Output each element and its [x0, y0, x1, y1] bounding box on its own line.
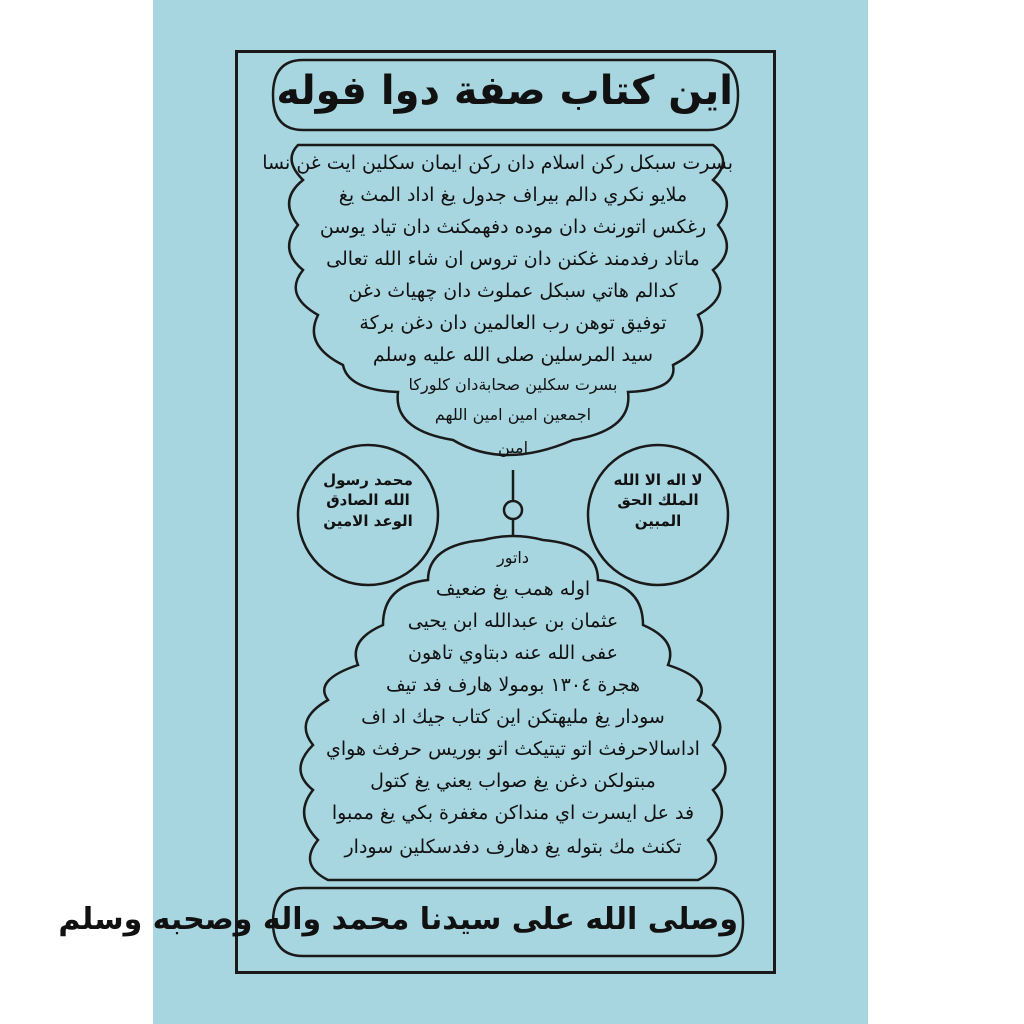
text-line: ماتاد رفدمند غكنن دان تروس ان شاء الله تعالى — [326, 248, 700, 270]
book-cover — [58, 0, 868, 1024]
text-line: عفى الله عنه دبتاوي تاهون — [408, 642, 618, 664]
cover-title: اين كتاب صفة دوا فوله — [276, 68, 733, 114]
text-line: امين — [497, 438, 529, 457]
text-line: مبتولكن دغن يغ صواب يعني يغ كتول — [370, 770, 656, 792]
text-line: هجرة ١٣٠٤ بومولا هارف فد تيف — [385, 674, 641, 696]
text-line: تكنث مك بتوله يغ دهارف دفدسكلين سودار — [344, 836, 682, 858]
text-line: توفيق توهن رب العالمين دان دغن بركة — [359, 312, 667, 334]
text-line: ملايو نكري دالم بيراف جدول يغ اداد المث يغ — [338, 184, 688, 206]
text-line: كدالم هاتي سبكل عملوث دان چهياث دغن — [348, 280, 678, 302]
text-line: بسرت سكلين صحابةدان كلوركا — [408, 375, 618, 394]
text-line: عثمان بن عبدالله ابن يحيى — [407, 610, 619, 632]
text-line: اوله همب يغ ضعيف — [435, 578, 591, 600]
left-seal-text: محمد رسول الله الصادق الوعد الامين — [323, 471, 413, 530]
text-line: داتور — [496, 548, 529, 567]
text-line: اداسالاحرفث اتو تيتيكث اتو بوريس حرفث هواي — [326, 738, 700, 760]
text-line: سودار يغ مليهتكن اين كتاب جيك اد اف — [361, 706, 665, 728]
text-line: رغكس اتورنث دان موده دفهمكنث دان تياد يوسن — [319, 216, 707, 238]
text-line: فد عل ايسرت اي منداكن مغفرة بكي يغ ممبوا — [331, 802, 695, 824]
text-line: بسرت سبكل ركن اسلام دان ركن ايمان سكلين ايت غن نسا — [262, 152, 733, 174]
text-line: اجمعين امين امين اللهم — [434, 405, 592, 424]
footer-blessing: وصلى الله على سيدنا محمد واله وصحبه وسلم — [58, 902, 738, 937]
text-line: سيد المرسلين صلى الله عليه وسلم — [372, 344, 654, 366]
right-seal-text: لا اله الا الله الملك الحق المبين — [613, 471, 703, 530]
